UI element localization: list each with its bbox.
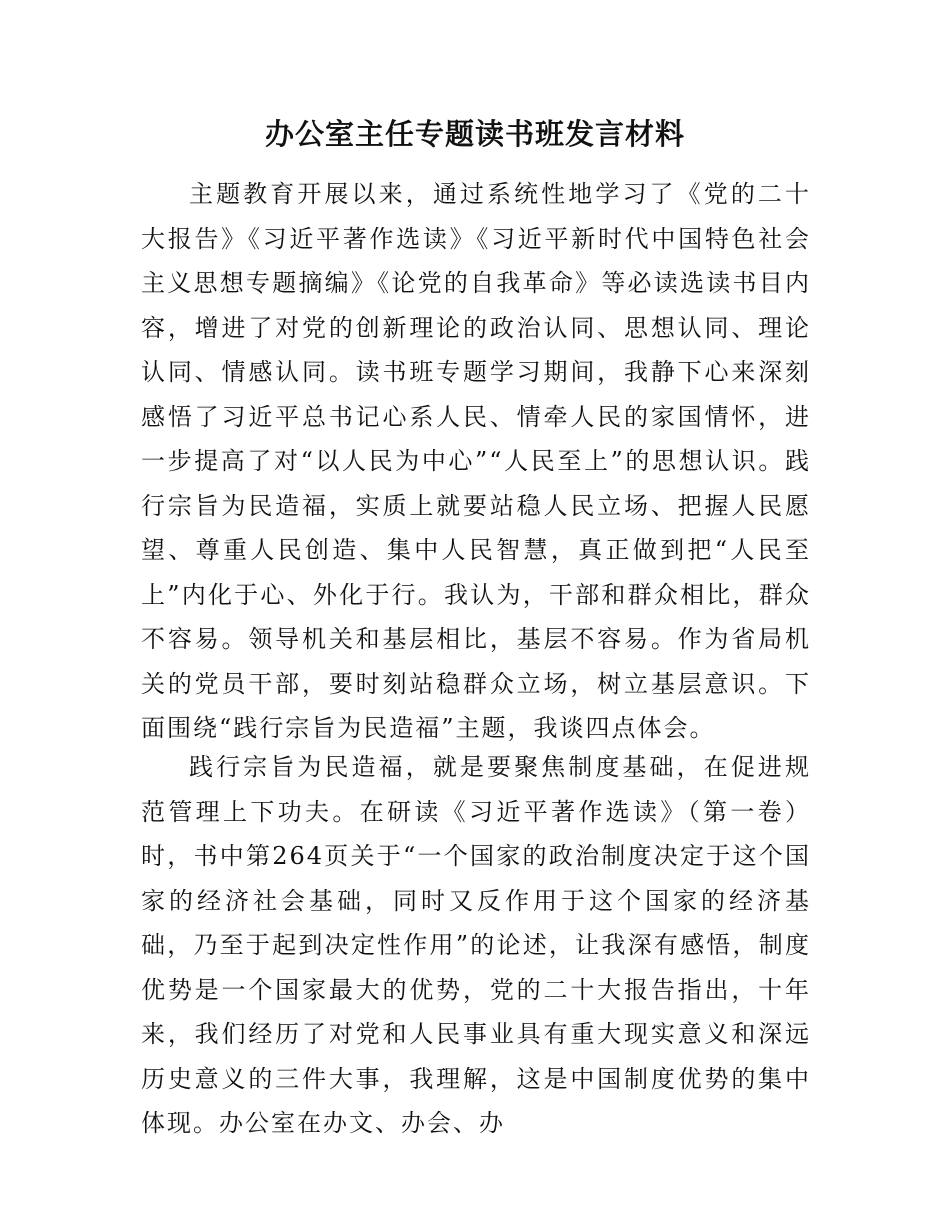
paragraph-intro: 主题教育开展以来，通过系统性地学习了《党的二十大报告》《习近平著作选读》《习近平新时代中国特色社会主义思想专题摘编》《论党的自我革命》等必读选读书目内容，增进了对党的创新理论的政治认同、思想认同、理论认同、情感认同。读书班专题学习期间，我静下心来深刻感悟了习近平总书记心系人民、情牵人民的家国情怀，进一步提高了对“以人民为中心”“人民至上”的思想认识。践行宗旨为民造福，实质上就要站稳人民立场、把握人民愿望、尊重人民创造、集中人民智慧，真正做到把“人民至上”内化于心、外化于行。我认为，干部和群众相比，群众不容易。领导机关和基层相比，基层不容易。作为省局机关的党员干部，要时刻站稳群众立场，树立基层意识。下面围绕“践行宗旨为民造福”主题，我谈四点体会。	[141, 180, 811, 742]
paragraph-institutional-foundation: 践行宗旨为民造福，就是要聚焦制度基础，在促进规范管理上下功夫。在研读《习近平著作选读》（第一卷）时，书中第264页关于“一个国家的政治制度决定于这个国家的经济社会基础，同时又反作用于这个国家的经济基础，乃至于起到决定性作用”的论述，让我深有感悟，制度优势是一个国家最大的优势，党的二十大报告指出，十年来，我们经历了对党和人民事业具有重大现实意义和深远历史意义的三件大事，我理解，这是中国制度优势的集中体现。办公室在办文、办会、办	[141, 753, 811, 1137]
document-title: 办公室主任专题读书班发言材料	[264, 117, 685, 151]
